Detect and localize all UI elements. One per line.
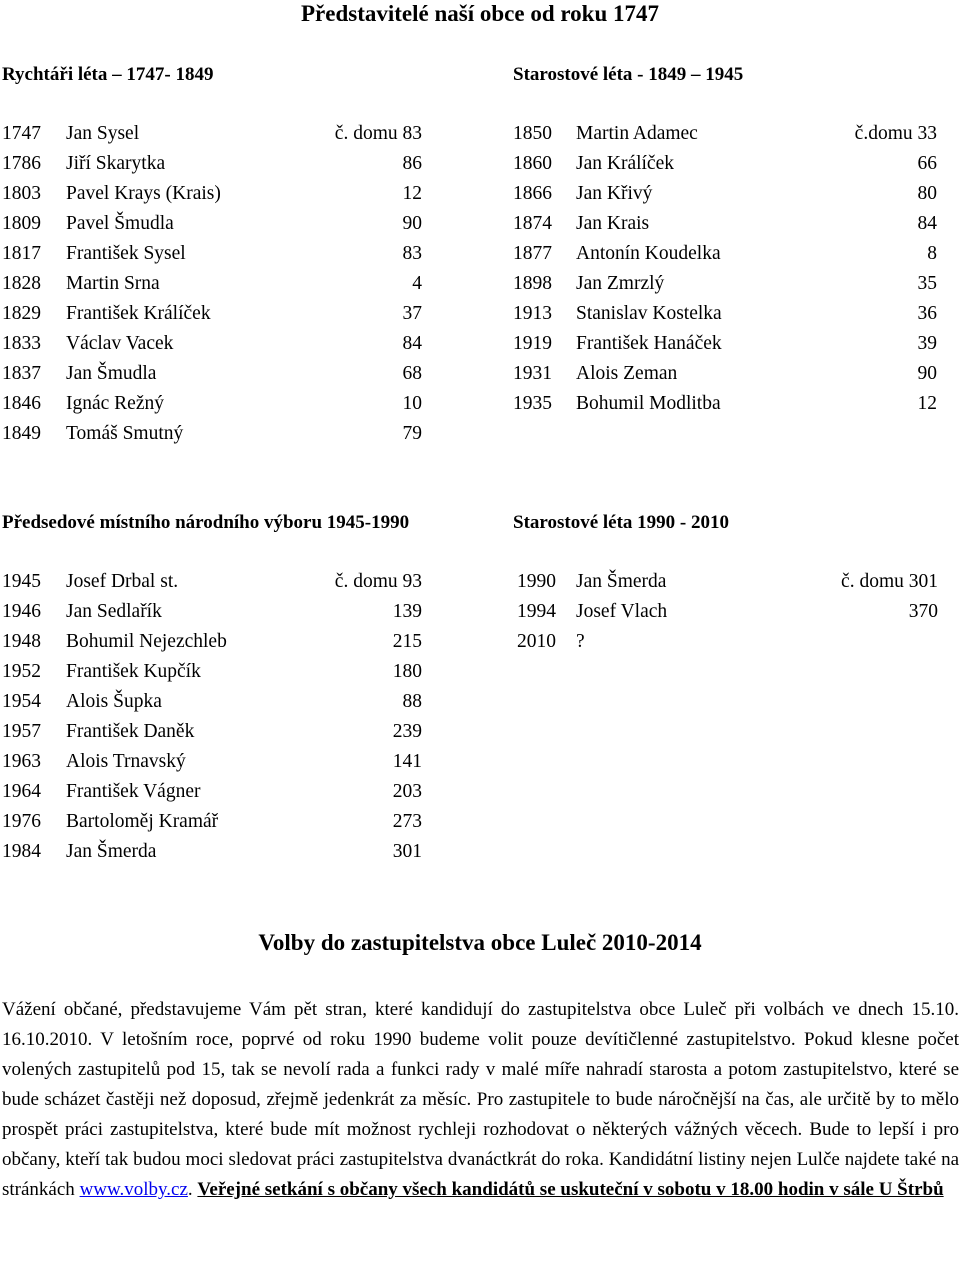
row-year: 1935 bbox=[513, 393, 552, 414]
row-house-number: č. domu 301 bbox=[841, 571, 938, 592]
list-item bbox=[513, 209, 937, 239]
row-house-number: 84 bbox=[917, 213, 937, 234]
list-item bbox=[517, 567, 938, 597]
row-name: František Vágner bbox=[66, 781, 201, 802]
row-name: Jan Krais bbox=[576, 213, 650, 234]
row-house-number: 12 bbox=[402, 183, 422, 204]
row-house-number: 301 bbox=[392, 841, 422, 862]
row-year: 1963 bbox=[2, 751, 41, 772]
row-year: 1828 bbox=[2, 273, 41, 294]
row-house-number: 88 bbox=[402, 691, 422, 712]
list-item bbox=[517, 597, 938, 627]
volby-emphasis: Veřejné setkání s občany všech kandidátů se uskuteční v sobotu v 18.00 hodin v sále U Štrbů bbox=[197, 1179, 944, 1200]
volby-link[interactable]: www.volby.cz bbox=[79, 1179, 188, 1200]
row-house-number: 37 bbox=[402, 303, 422, 324]
row-house-number: č. domu 93 bbox=[334, 571, 422, 592]
list-item bbox=[513, 329, 937, 359]
row-year: 1786 bbox=[2, 153, 41, 174]
row-year: 1964 bbox=[2, 781, 41, 802]
list-item bbox=[2, 657, 422, 687]
volby-title: Volby do zastupitelstva obce Luleč 2010-2014 bbox=[258, 930, 702, 955]
list-item bbox=[2, 687, 422, 717]
row-name: František Sysel bbox=[66, 243, 186, 264]
row-year: 1817 bbox=[2, 243, 41, 264]
volby-paragraph bbox=[2, 995, 959, 1205]
row-name: Jan Šmudla bbox=[66, 363, 157, 384]
list-item bbox=[2, 627, 422, 657]
rychtari-heading: Rychtáři léta – 1747- 1849 bbox=[2, 64, 214, 85]
list-item bbox=[2, 777, 422, 807]
row-house-number: 39 bbox=[917, 333, 937, 354]
row-house-number: 203 bbox=[392, 781, 422, 802]
list-item bbox=[2, 389, 422, 419]
list-item bbox=[513, 239, 937, 269]
row-house-number: 84 bbox=[402, 333, 422, 354]
list-item bbox=[2, 149, 422, 179]
list-item bbox=[2, 837, 422, 867]
row-name: Jan Křivý bbox=[576, 183, 653, 204]
row-name: Jiří Skarytka bbox=[66, 153, 166, 174]
row-name: Alois Trnavský bbox=[66, 751, 186, 772]
row-year: 1803 bbox=[2, 183, 41, 204]
row-year: 1954 bbox=[2, 691, 41, 712]
row-year: 1919 bbox=[513, 333, 552, 354]
row-name: Pavel Šmudla bbox=[66, 213, 174, 234]
page-title: Představitelé naší obce od roku 1747 bbox=[301, 1, 659, 26]
list-item bbox=[517, 627, 938, 657]
list-item bbox=[2, 239, 422, 269]
row-name: Václav Vacek bbox=[66, 333, 174, 354]
row-name: František Hanáček bbox=[576, 333, 722, 354]
row-house-number: č. domu 83 bbox=[334, 123, 422, 144]
row-year: 1747 bbox=[2, 123, 41, 144]
list-item bbox=[2, 269, 422, 299]
row-year: 1850 bbox=[513, 123, 552, 144]
row-year: 1849 bbox=[2, 423, 41, 444]
row-house-number: 8 bbox=[927, 243, 937, 264]
row-year: 1948 bbox=[2, 631, 41, 652]
row-house-number: 80 bbox=[917, 183, 937, 204]
row-name: Martin Adamec bbox=[576, 123, 698, 144]
row-year: 1990 bbox=[517, 571, 556, 592]
list-item bbox=[513, 359, 937, 389]
row-year: 1833 bbox=[2, 333, 41, 354]
volby-text-1: Vážení občané, představujeme Vám pět stran, které kandidují do zastupitelstva obce Luleč při volbách ve dnech 15.10. 16.10.2010. V letošním roce, poprvé od roku 1990 budeme volit pouze devítičlenné zastupitelstvo. Pokud klesne počet volených zastupitelů pod 15, tak se nevolí rada a funkci rady v malé míře nahradí starosta a potom zastupitelstvo, které se bude scházet častěji než doposud, zřejmě jedenkrát za měsíc. Pro zastupitele to bude náročnější na čas, ale určitě by to mělo prospět práci zastupitelstva, které bude mít možnost rychleji rozhodovat o některých vážných věcech. Bude to lepší i pro občany, kteří tak budou moci sledovat práci zastupitelstva dvanáctkrát do roka. Kandidátní listiny nejen Lulče najdete také na stránkách bbox=[2, 999, 959, 1200]
row-name: Jan Králíček bbox=[576, 153, 674, 174]
row-name: Stanislav Kostelka bbox=[576, 303, 722, 324]
row-house-number: 370 bbox=[908, 601, 938, 622]
row-year: 1837 bbox=[2, 363, 41, 384]
row-year: 2010 bbox=[517, 631, 556, 652]
row-name: Jan Šmerda bbox=[66, 841, 157, 862]
list-item bbox=[513, 119, 937, 149]
row-house-number: 10 bbox=[402, 393, 422, 414]
row-name: Josef Drbal st. bbox=[66, 571, 179, 592]
row-house-number: 83 bbox=[402, 243, 422, 264]
row-name: Martin Srna bbox=[66, 273, 160, 294]
list-item bbox=[2, 209, 422, 239]
row-year: 1829 bbox=[2, 303, 41, 324]
row-name: Jan Sysel bbox=[66, 123, 140, 144]
row-house-number: 90 bbox=[402, 213, 422, 234]
row-year: 1877 bbox=[513, 243, 552, 264]
list-item bbox=[513, 299, 937, 329]
list-item bbox=[513, 269, 937, 299]
row-name: Ignác Režný bbox=[66, 393, 164, 414]
row-year: 1866 bbox=[513, 183, 552, 204]
row-house-number: 79 bbox=[402, 423, 422, 444]
row-year: 1898 bbox=[513, 273, 552, 294]
row-name: Alois Šupka bbox=[66, 691, 162, 712]
row-year: 1931 bbox=[513, 363, 552, 384]
row-year: 1874 bbox=[513, 213, 552, 234]
volby-text-2: . bbox=[187, 1179, 198, 1200]
row-house-number: 90 bbox=[917, 363, 937, 384]
row-house-number: 68 bbox=[402, 363, 422, 384]
row-house-number: 239 bbox=[392, 721, 422, 742]
list-item bbox=[2, 419, 422, 449]
row-name: Tomáš Smutný bbox=[66, 423, 184, 444]
row-house-number: 12 bbox=[917, 393, 937, 414]
list-item bbox=[2, 597, 422, 627]
row-house-number: 66 bbox=[917, 153, 937, 174]
list-item bbox=[2, 119, 422, 149]
row-year: 1860 bbox=[513, 153, 552, 174]
list-item bbox=[513, 149, 937, 179]
row-name: František Kupčík bbox=[66, 661, 201, 682]
row-name: Jan Sedlařík bbox=[66, 601, 162, 622]
row-house-number: 4 bbox=[412, 273, 422, 294]
row-year: 1945 bbox=[2, 571, 41, 592]
row-year: 1994 bbox=[517, 601, 556, 622]
list-item bbox=[2, 179, 422, 209]
row-house-number: 141 bbox=[392, 751, 422, 772]
row-name: František Králíček bbox=[66, 303, 211, 324]
row-house-number: 139 bbox=[392, 601, 422, 622]
list-item bbox=[2, 359, 422, 389]
row-year: 1957 bbox=[2, 721, 41, 742]
row-house-number: 36 bbox=[917, 303, 937, 324]
list-item bbox=[513, 179, 937, 209]
starostove2-heading: Starostové léta 1990 - 2010 bbox=[513, 512, 730, 533]
row-year: 1952 bbox=[2, 661, 41, 682]
list-item bbox=[2, 567, 422, 597]
row-name: Jan Šmerda bbox=[576, 571, 667, 592]
row-house-number: 86 bbox=[402, 153, 422, 174]
row-year: 1809 bbox=[2, 213, 41, 234]
row-name: Bohumil Modlitba bbox=[576, 393, 721, 414]
starostove2-list bbox=[517, 567, 938, 657]
row-name: Bohumil Nejezchleb bbox=[66, 631, 227, 652]
list-item bbox=[2, 717, 422, 747]
row-name: Josef Vlach bbox=[576, 601, 668, 622]
row-name: Antonín Koudelka bbox=[576, 243, 721, 264]
list-item bbox=[2, 329, 422, 359]
starostove-heading: Starostové léta - 1849 – 1945 bbox=[513, 64, 744, 85]
predsedove-heading: Předsedové místního národního výboru 1945-1990 bbox=[2, 512, 410, 533]
row-house-number: 273 bbox=[392, 811, 422, 832]
predsedove-list bbox=[2, 567, 422, 867]
row-year: 1984 bbox=[2, 841, 41, 862]
row-year: 1976 bbox=[2, 811, 41, 832]
row-name: ? bbox=[576, 631, 585, 652]
row-house-number: č.domu 33 bbox=[854, 123, 937, 144]
list-item bbox=[2, 807, 422, 837]
row-house-number: 35 bbox=[917, 273, 937, 294]
row-house-number: 180 bbox=[392, 661, 422, 682]
row-name: Bartoloměj Kramář bbox=[66, 811, 219, 832]
row-house-number: 215 bbox=[392, 631, 422, 652]
list-item bbox=[2, 747, 422, 777]
row-name: Alois Zeman bbox=[576, 363, 678, 384]
row-name: Jan Zmrzlý bbox=[576, 273, 665, 294]
starostove-list bbox=[513, 119, 937, 419]
rychtari-list bbox=[2, 119, 422, 449]
list-item bbox=[2, 299, 422, 329]
row-name: Pavel Krays (Krais) bbox=[66, 183, 221, 204]
row-year: 1913 bbox=[513, 303, 552, 324]
row-year: 1946 bbox=[2, 601, 41, 622]
row-year: 1846 bbox=[2, 393, 41, 414]
row-name: František Daněk bbox=[66, 721, 195, 742]
list-item bbox=[513, 389, 937, 419]
